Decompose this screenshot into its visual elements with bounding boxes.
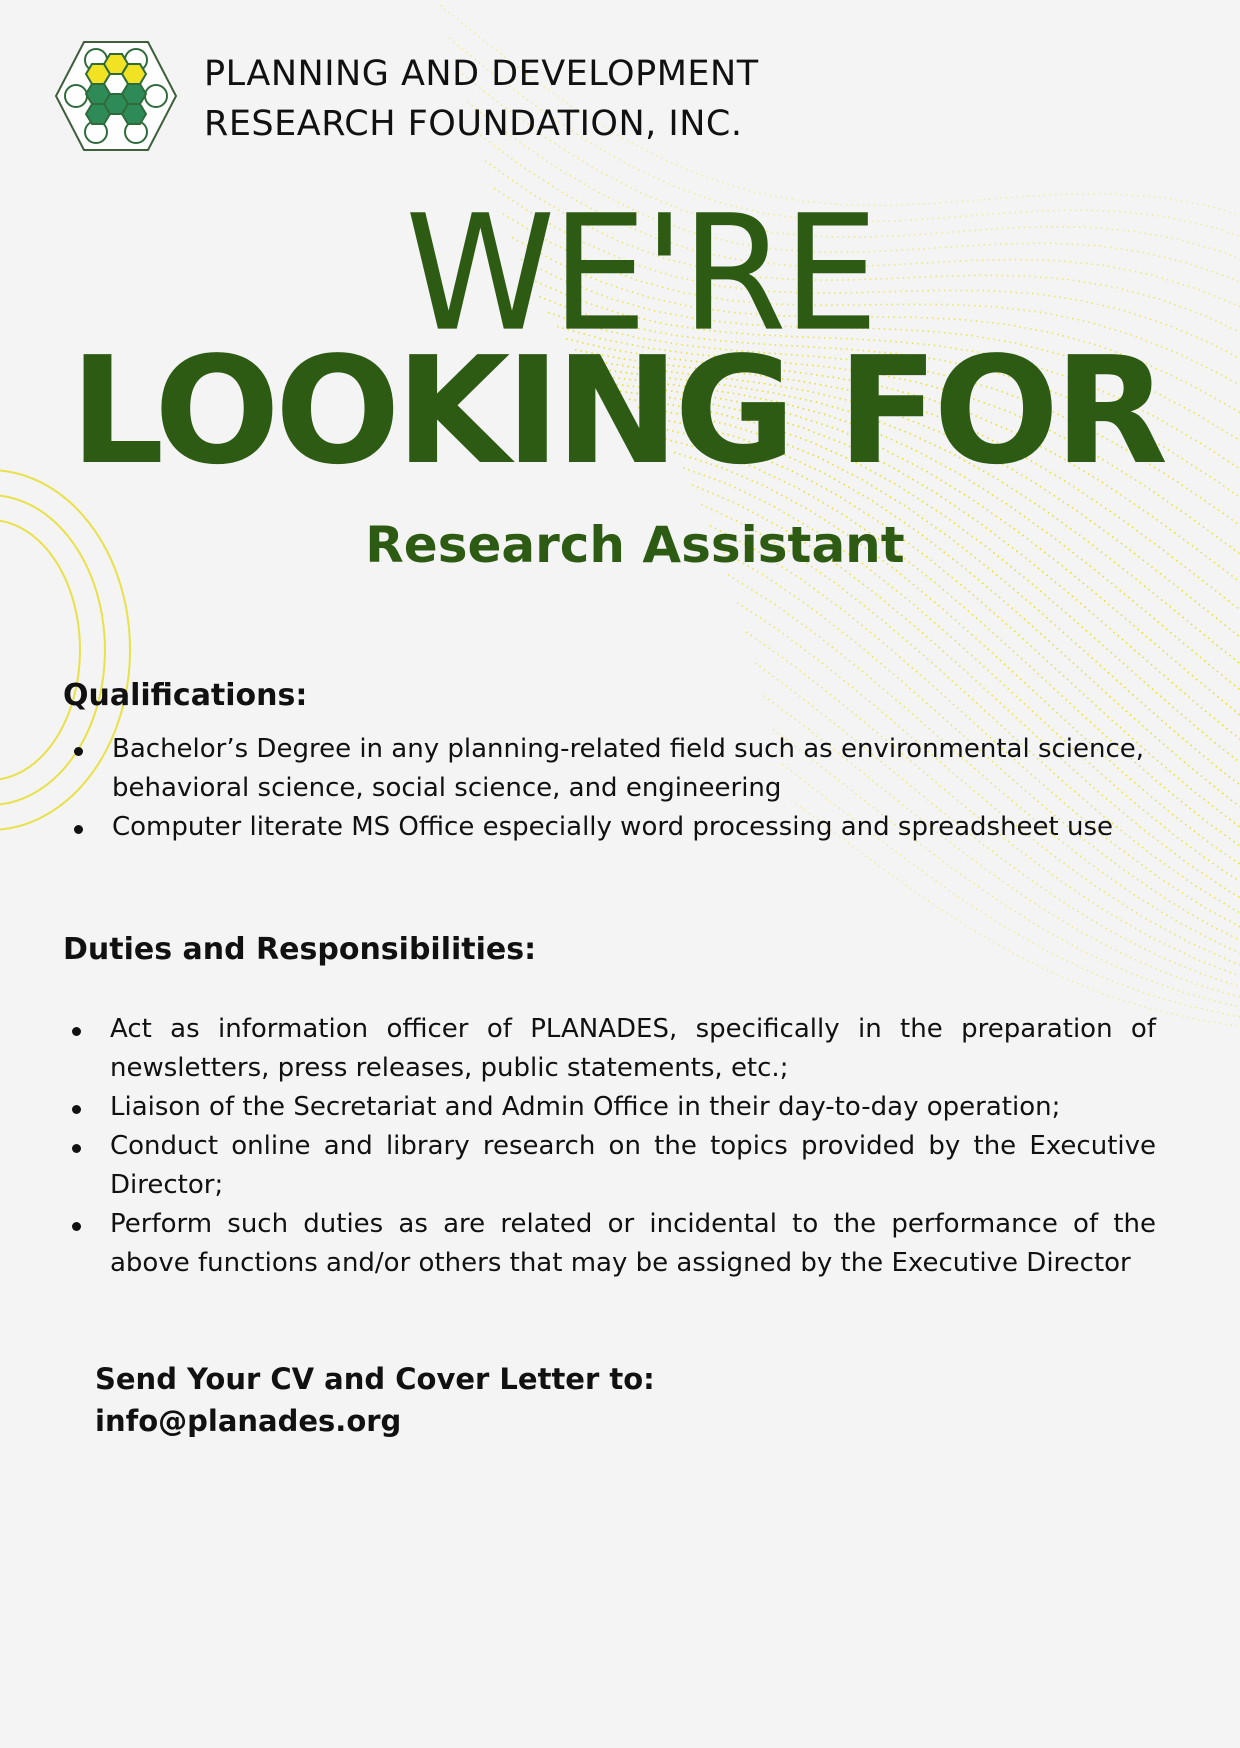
- list-item: Liaison of the Secretariat and Admin Office in their day-to-day operation;: [60, 1088, 1156, 1127]
- org-name-line-1: PLANNING AND DEVELOPMENT: [204, 54, 759, 94]
- contact-email[interactable]: info@planades.org: [95, 1404, 402, 1438]
- org-name-line-2: RESEARCH FOUNDATION, INC.: [204, 104, 743, 144]
- list-item: Act as information officer of PLANADES, specifically in the preparation of newsletters, press releases, public statements, etc.;: [60, 1010, 1156, 1088]
- headline-looking-for: LOOKING FOR: [70, 325, 1164, 497]
- list-item: Bachelor’s Degree in any planning-related field such as environmental science, behavioral science, social science, and engineering: [62, 730, 1192, 808]
- qualifications-list: [62, 730, 1192, 847]
- list-item: Computer literate MS Office especially word processing and spreadsheet use: [62, 808, 1192, 847]
- list-item: Perform such duties as are related or incidental to the performance of the above functions and/or others that may be assigned by the Executive Director: [60, 1205, 1156, 1283]
- duties-list: [60, 1010, 1156, 1283]
- list-item: Conduct online and library research on the topics provided by the Executive Director;: [60, 1127, 1156, 1205]
- honeycomb-logo-icon: [54, 40, 178, 152]
- duties-heading: Duties and Responsibilities:: [63, 932, 537, 967]
- contact-label: Send Your CV and Cover Letter to:: [95, 1362, 655, 1396]
- position-title: Research Assistant: [365, 516, 905, 574]
- headline-were: WE'RE: [405, 180, 875, 367]
- qualifications-heading: Qualifications:: [63, 678, 308, 713]
